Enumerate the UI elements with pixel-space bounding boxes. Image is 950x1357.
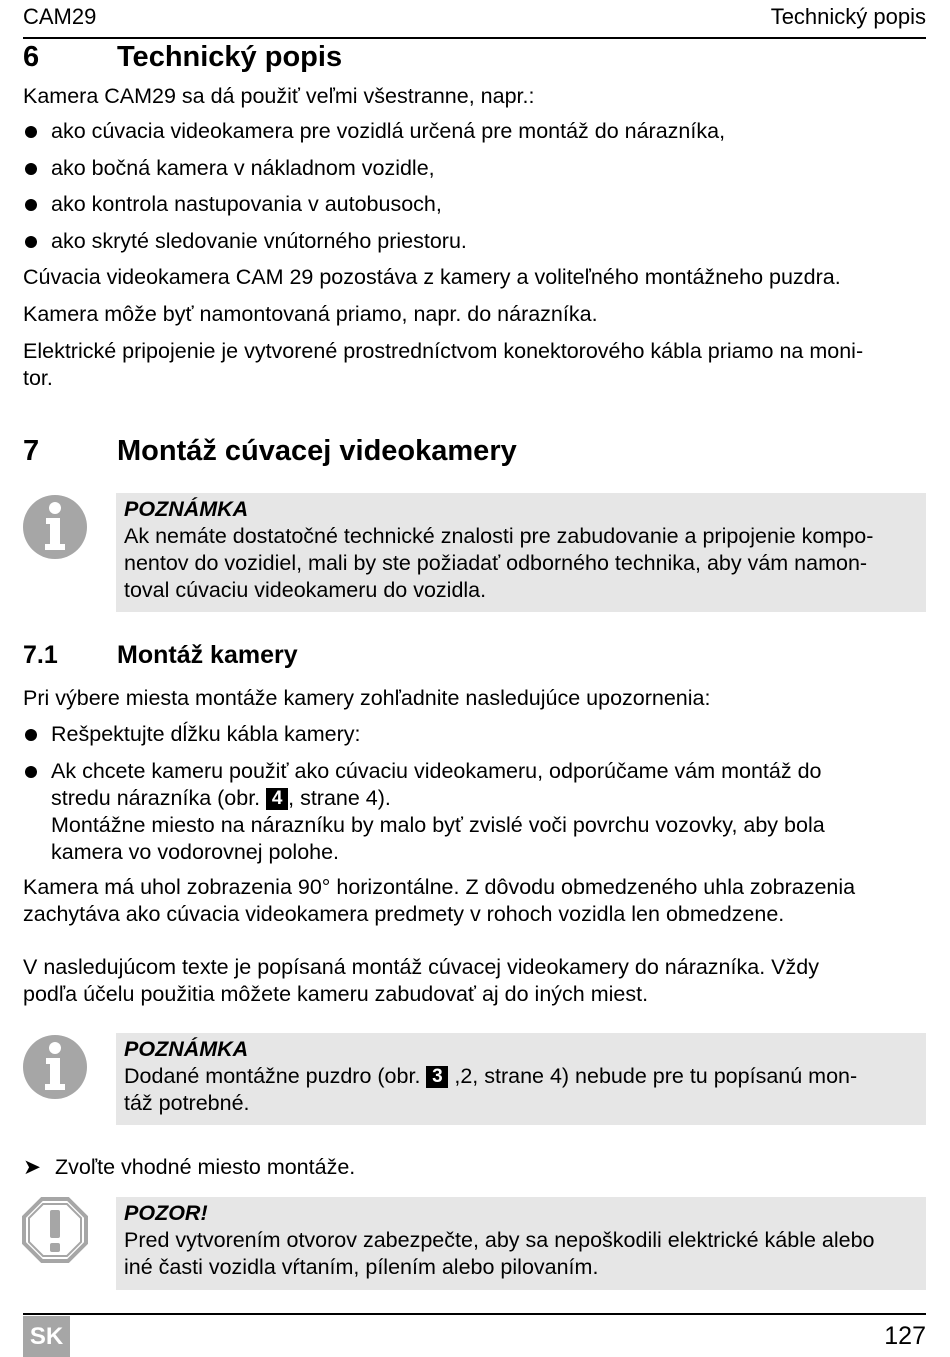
paragraph: tor. xyxy=(23,366,53,390)
paragraph: V nasledujúcom texte je popísaná montáž cúvacej videokamery do nárazníka. Vždy xyxy=(23,955,819,979)
footer-rule xyxy=(23,1313,926,1315)
instruction-step: ➤ Zvoľte vhodné miesto montáže. xyxy=(23,1155,356,1180)
note-title: POZNÁMKA xyxy=(124,497,249,521)
section-7-1-title: Montáž kamery xyxy=(117,641,298,669)
warning-text: Pred vytvorením otvorov zabezpečte, aby sa nepoškodili elektrické káble alebo iné časti vozidla vŕtaním, pílením alebo pilovaním. xyxy=(124,1228,875,1279)
section-7-number: 7 xyxy=(23,435,40,467)
language-tab: SK xyxy=(23,1316,70,1357)
note-box xyxy=(116,493,926,612)
page-number: 127 xyxy=(884,1322,926,1350)
bullet-icon xyxy=(25,163,37,175)
info-icon xyxy=(22,494,88,565)
running-header-right: Technický popis xyxy=(770,4,926,29)
note-box xyxy=(116,1033,926,1125)
note-text: Ak nemáte dostatočné technické znalosti pre zabudovanie a pripojenie kompo- nentov do vozidiel, mali by ste požiadať odborného technika, aby vám namon- toval cúvaciu videokameru do vozidla. xyxy=(124,524,874,602)
bullet-icon xyxy=(25,766,37,778)
paragraph: Kamera môže byť namontovaná priamo, napr. do nárazníka. xyxy=(23,302,598,326)
info-icon xyxy=(22,1034,88,1105)
paragraph: Kamera má uhol zobrazenia 90° horizontálne. Z dôvodu obmedzeného uhla zobrazenia xyxy=(23,875,856,899)
section-6-title: Technický popis xyxy=(117,41,343,73)
paragraph: Cúvacia videokamera CAM 29 pozostáva z kamery a voliteľného montážneho puzdra. xyxy=(23,265,841,289)
header-rule xyxy=(23,37,926,39)
bullet-icon xyxy=(25,729,37,741)
arrow-marker-icon: ➤ xyxy=(23,1155,42,1180)
note-text: Dodané montážne puzdro (obr. 3 ,2, strane 4) nebude pre tu popísanú mon- táž potrebné. xyxy=(124,1064,858,1115)
section-6-intro: Kamera CAM29 sa dá použiť veľmi všestranne, napr.: xyxy=(23,84,535,108)
warning-title: POZOR! xyxy=(124,1201,208,1225)
section-7-1-number: 7.1 xyxy=(23,641,58,669)
warning-box xyxy=(116,1197,926,1290)
section-7-1-intro: Pri výbere miesta montáže kamery zohľadnite nasledujúce upozornenia: xyxy=(23,686,711,710)
section-7-title: Montáž cúvacej videokamery xyxy=(117,435,517,467)
paragraph: podľa účelu použitia môžete kameru zabudovať aj do iných miest. xyxy=(23,982,649,1006)
warning-icon xyxy=(22,1197,88,1268)
bullet-icon xyxy=(25,126,37,138)
running-header-left: CAM29 xyxy=(23,4,97,29)
section-6-number: 6 xyxy=(23,41,40,73)
bullet-icon xyxy=(25,236,37,248)
figure-reference: 3 xyxy=(426,1066,448,1088)
paragraph: zachytáva ako cúvacia videokamera predmety v rohoch vozidla len obmedzene. xyxy=(23,902,785,926)
paragraph: Elektrické pripojenie je vytvorené prostredníctvom konektorového kábla priamo na moni- xyxy=(23,339,864,363)
figure-reference: 4 xyxy=(266,788,288,810)
note-title: POZNÁMKA xyxy=(124,1037,249,1061)
bullet-icon xyxy=(25,199,37,211)
